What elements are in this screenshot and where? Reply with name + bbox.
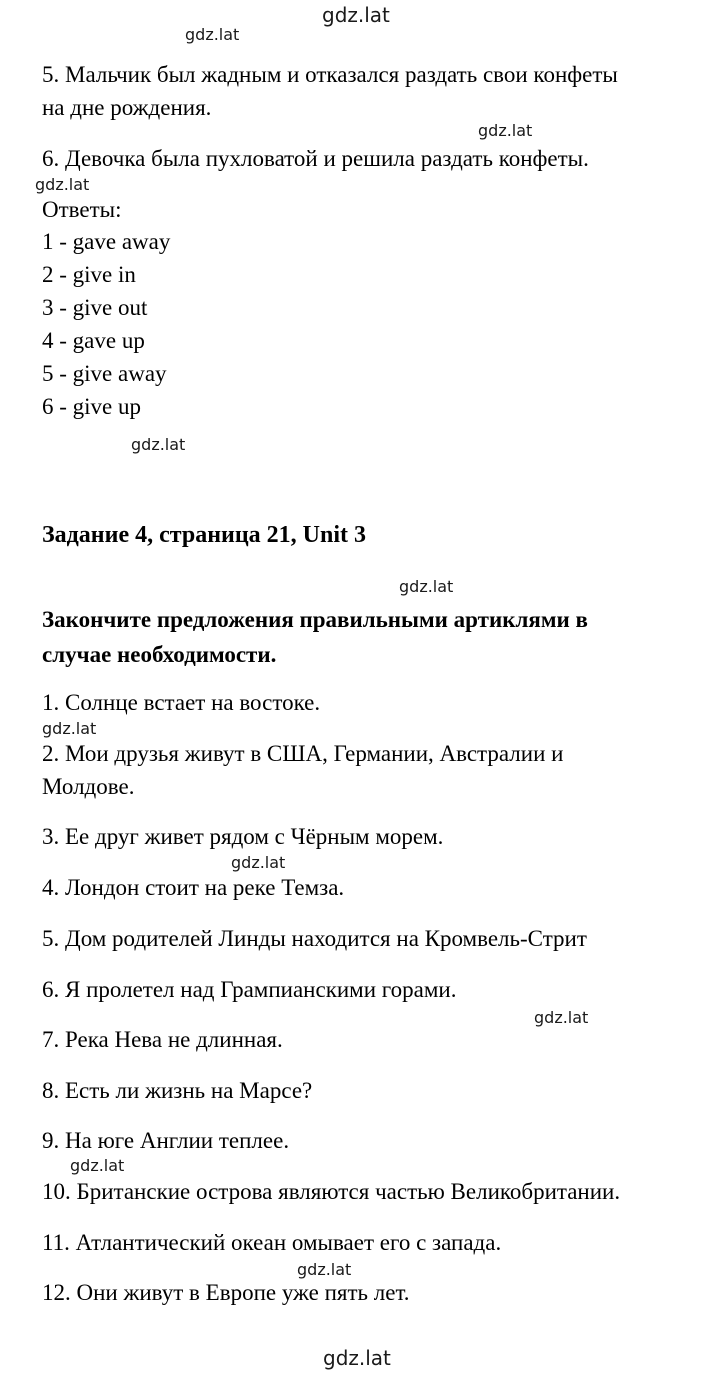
watermark: gdz.lat xyxy=(399,577,454,596)
answer-item: 3 - give out xyxy=(42,295,148,320)
text-line: 5. Мальчик был жадным и отказался раздать свои конфеты xyxy=(42,62,618,87)
sentence-item: 6. Я пролетел над Грампианскими горами. xyxy=(42,977,457,1002)
answer-item: 5 - give away xyxy=(42,361,167,386)
answer-item: 4 - gave up xyxy=(42,328,145,353)
sentence-item: 1. Солнце встает на востоке. xyxy=(42,690,321,715)
sentence-item: 4. Лондон стоит на реке Темза. xyxy=(42,875,345,900)
watermark: gdz.lat xyxy=(185,25,240,44)
task-instruction: Закончите предложения правильными артиклями в xyxy=(42,607,588,632)
sentence-item: 8. Есть ли жизнь на Марсе? xyxy=(42,1078,313,1103)
watermark: gdz.lat xyxy=(131,435,186,454)
sentence-item: 9. На юге Англии теплее. xyxy=(42,1128,290,1153)
sentence-item: 5. Дом родителей Линды находится на Кромвель-Стрит xyxy=(42,926,587,951)
task-heading: Задание 4, страница 21, Unit 3 xyxy=(42,522,367,548)
watermark: gdz.lat xyxy=(534,1008,589,1027)
watermark: gdz.lat xyxy=(35,175,90,194)
sentence-item: 3. Ее друг живет рядом с Чёрным морем. xyxy=(42,824,444,849)
text-line: 6. Девочка была пухловатой и решила раздать конфеты. xyxy=(42,146,589,171)
watermark: gdz.lat xyxy=(231,853,286,872)
watermark: gdz.lat xyxy=(42,719,97,738)
sentence-item: Молдове. xyxy=(42,774,135,799)
sentence-item: 7. Река Нева не длинная. xyxy=(42,1027,283,1052)
answer-item: 1 - gave away xyxy=(42,229,171,254)
task-instruction: случае необходимости. xyxy=(42,642,277,667)
watermark: gdz.lat xyxy=(478,121,533,140)
text-line: на дне рождения. xyxy=(42,95,212,120)
watermark: gdz.lat xyxy=(322,3,390,27)
watermark: gdz.lat xyxy=(323,1346,391,1370)
answers-title: Ответы: xyxy=(42,197,122,222)
watermark: gdz.lat xyxy=(297,1260,352,1279)
sentence-item: 11. Атлантический океан омывает его с запада. xyxy=(42,1230,502,1255)
answer-item: 2 - give in xyxy=(42,262,136,287)
sentence-item: 12. Они живут в Европе уже пять лет. xyxy=(42,1280,410,1305)
sentence-item: 10. Британские острова являются частью Великобритании. xyxy=(42,1179,621,1204)
watermark: gdz.lat xyxy=(70,1156,125,1175)
sentence-item: 2. Мои друзья живут в США, Германии, Австралии и xyxy=(42,741,564,766)
answer-item: 6 - give up xyxy=(42,394,142,419)
